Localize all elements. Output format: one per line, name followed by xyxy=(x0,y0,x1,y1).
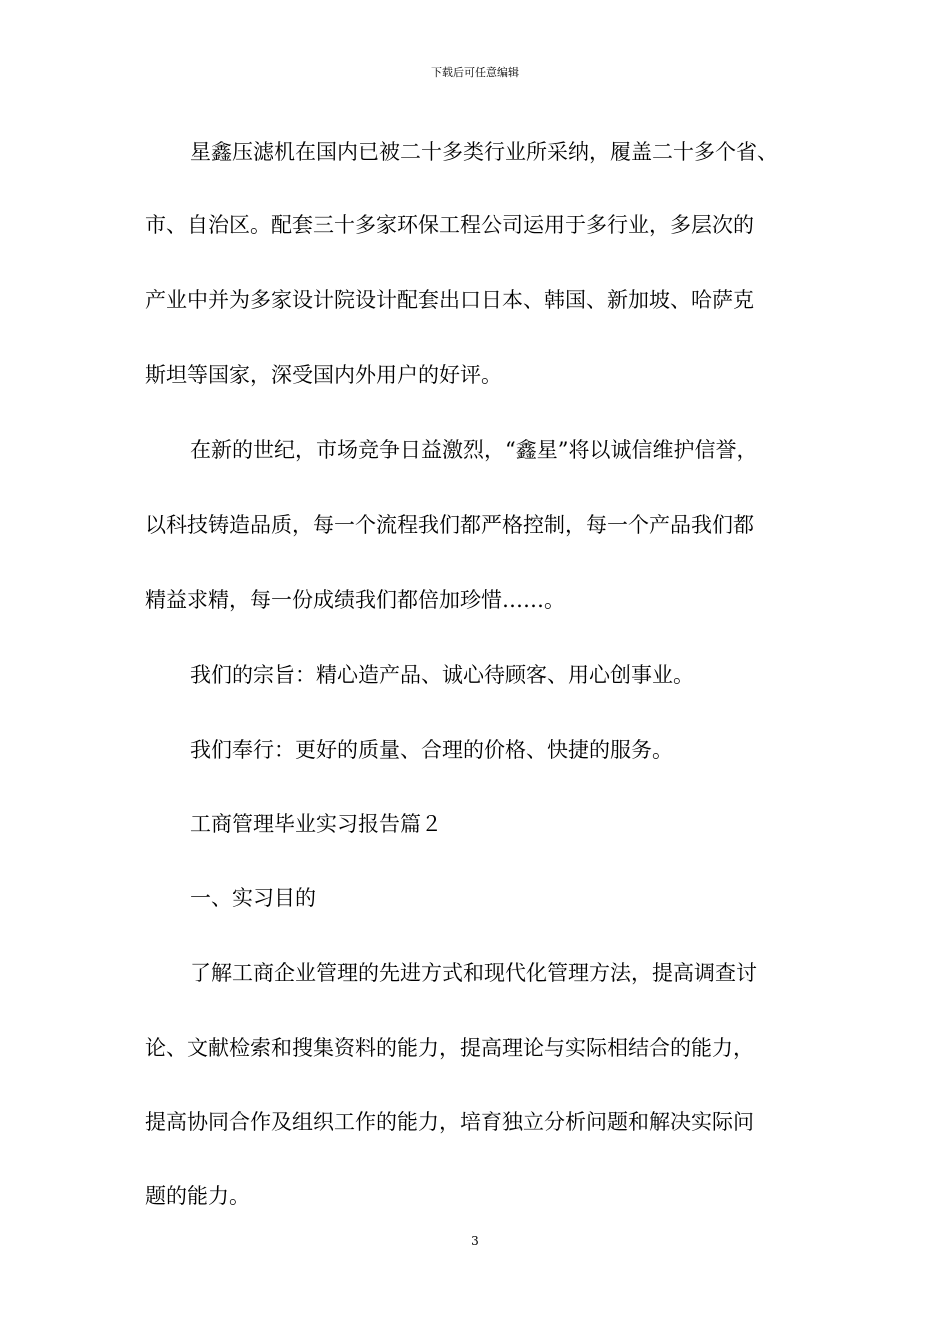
body-line-13: 论、文献检索和搜集资料的能力，提高理论与实际相结合的能力， xyxy=(145,1036,754,1060)
body-line-9: 我们奉行：更好的质量、合理的价格、快捷的服务。 xyxy=(190,738,673,762)
body-line-4: 斯坦等国家，深受国内外用户的好评。 xyxy=(145,363,502,387)
body-line-3: 产业中并为多家设计院设计配套出口日本、韩国、新加坡、哈萨克 xyxy=(145,288,754,312)
body-line-8: 我们的宗旨：精心造产品、诚心待顾客、用心创事业。 xyxy=(190,663,694,687)
subsection-heading: 一、实习目的 xyxy=(190,886,316,910)
body-line-12: 了解工商企业管理的先进方式和现代化管理方法，提高调查讨 xyxy=(190,961,757,985)
body-line-14: 提高协同合作及组织工作的能力，培育独立分析问题和解决实际问 xyxy=(145,1110,754,1134)
section-heading: 工商管理毕业实习报告篇２ xyxy=(190,812,442,836)
body-line-6: 以科技铸造品质，每一个流程我们都严格控制，每一个产品我们都 xyxy=(145,513,754,537)
body-line-15: 题的能力。 xyxy=(145,1184,250,1208)
body-line-5: 在新的世纪，市场竞争日益激烈，“鑫星”将以诚信维护信誉， xyxy=(190,438,758,462)
body-line-2: 市、自治区。配套三十多家环保工程公司运用于多行业，多层次的 xyxy=(145,213,754,237)
body-line-7: 精益求精，每一份成绩我们都倍加珍惜……。 xyxy=(145,588,565,612)
page-number: 3 xyxy=(471,1234,479,1248)
body-line-1: 星鑫压滤机在国内已被二十多类行业所采纳，履盖二十多个省、 xyxy=(190,140,778,164)
page-header: 下载后可任意编辑 xyxy=(431,66,519,79)
